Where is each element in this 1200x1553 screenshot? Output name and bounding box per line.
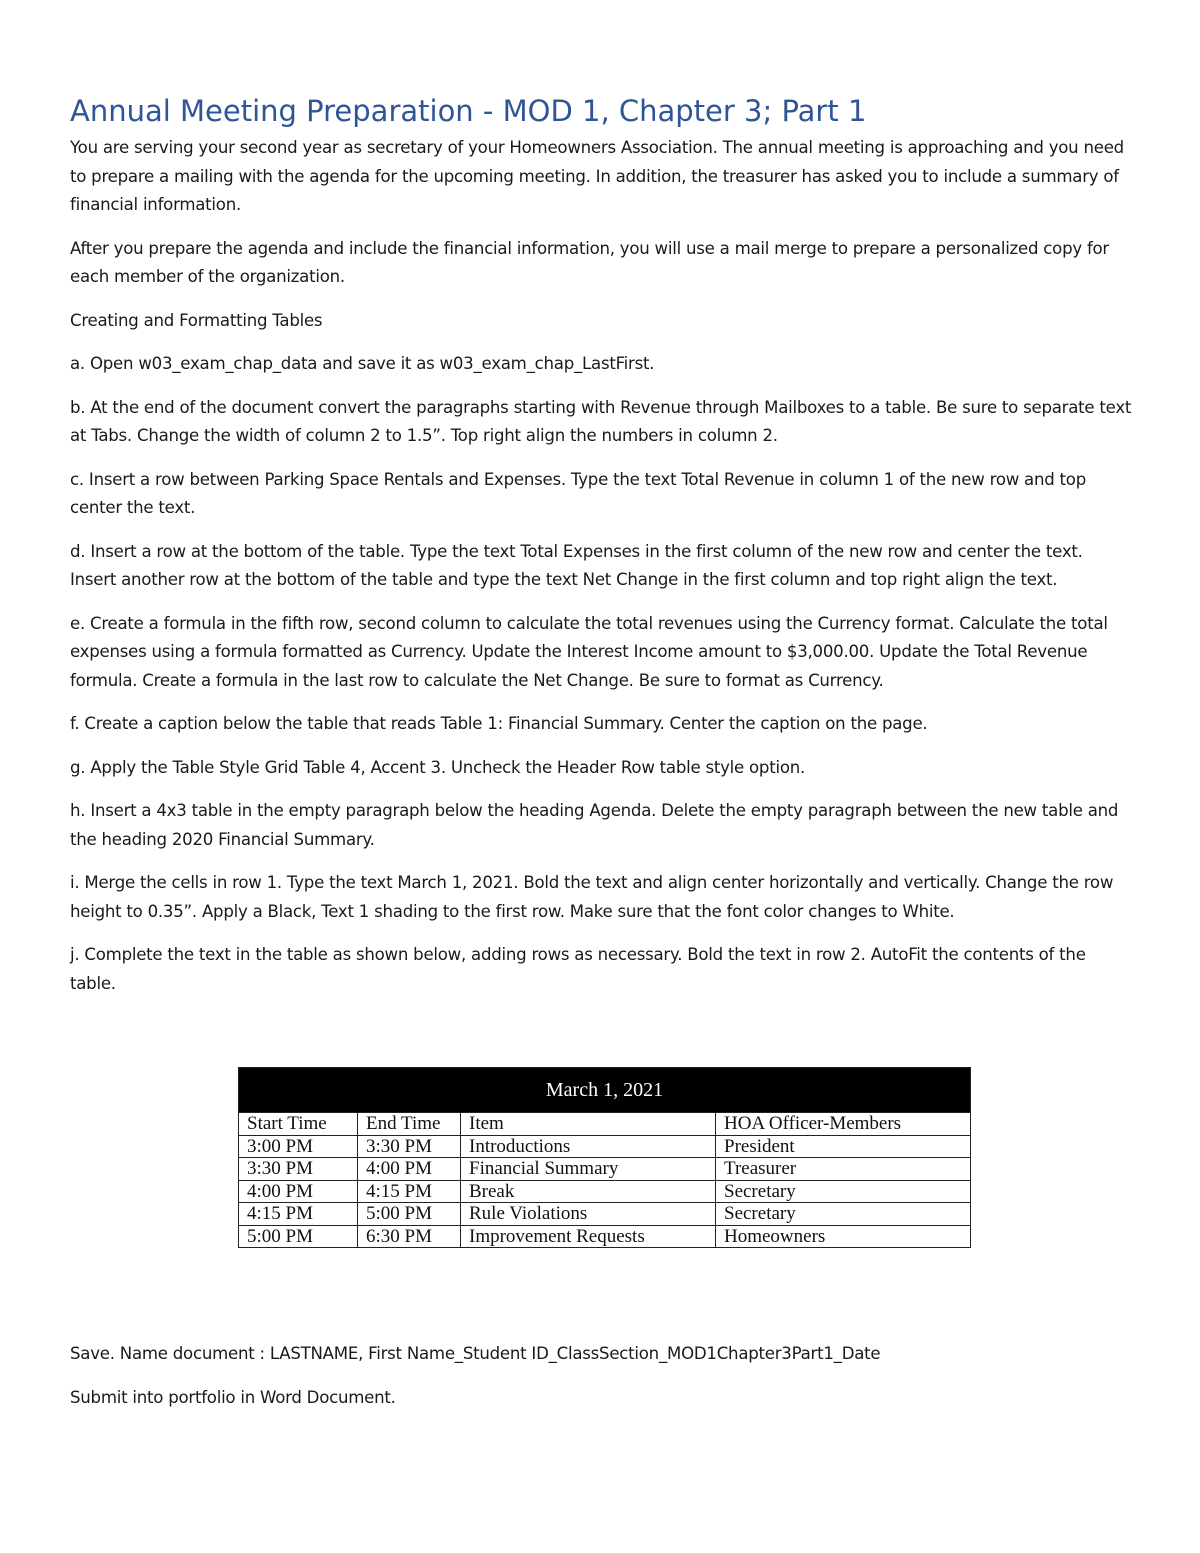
cell-end-time: 3:30 PM <box>358 1135 461 1158</box>
cell-start-time: 3:00 PM <box>239 1135 358 1158</box>
table-column-row <box>239 1113 971 1136</box>
table-row <box>239 1203 971 1226</box>
mail-merge-paragraph: After you prepare the agenda and include the financial information, you will use a mail merge to prepare a personalized copy for each member of the organization. <box>70 238 1110 286</box>
cell-officer: Homeowners <box>716 1225 971 1248</box>
cell-start-time: 4:00 PM <box>239 1180 358 1203</box>
step-d: d. Insert a row at the bottom of the table. Type the text Total Expenses in the first column of the new row and center the text. Insert another row at the bottom of the table and type the text Net Change in the first column and top right align the text. <box>70 541 1083 589</box>
cell-item: Financial Summary <box>461 1158 716 1181</box>
step-j: j. Complete the text in the table as shown below, adding rows as necessary. Bold the text in row 2. AutoFit the contents of the table. <box>70 945 1086 993</box>
step-b: b. At the end of the document convert the paragraphs starting with Revenue through Mailboxes to a table. Be sure to separate text at Tabs. Change the width of column 2 to 1.5”. Top right align the numbers in column 2. <box>70 397 1132 445</box>
cell-start-time: 5:00 PM <box>239 1225 358 1248</box>
submit-instruction: Submit into portfolio in Word Document. <box>70 1387 396 1407</box>
agenda-table-image <box>238 1067 971 1248</box>
document-footer <box>70 1340 1132 1427</box>
cell-item: Rule Violations <box>461 1203 716 1226</box>
cell-item: Introductions <box>461 1135 716 1158</box>
cell-start-time: 4:15 PM <box>239 1203 358 1226</box>
column-header-item: Item <box>461 1113 716 1136</box>
cell-end-time: 4:15 PM <box>358 1180 461 1203</box>
step-e: e. Create a formula in the fifth row, second column to calculate the total revenues using the Currency format. Calculate the total expenses using a formula formatted as Currency. Update the Interest Income amount to $3,000.00. Update the Total Revenue formula. Create a formula in the last row to calculate the Net Change. Be sure to format as Currency. <box>70 613 1108 690</box>
table-row <box>239 1180 971 1203</box>
cell-officer: Secretary <box>716 1203 971 1226</box>
table-row <box>239 1158 971 1181</box>
cell-item: Break <box>461 1180 716 1203</box>
column-header-start-time: Start Time <box>239 1113 358 1136</box>
step-a: a. Open w03_exam_chap_data and save it as w03_exam_chap_LastFirst. <box>70 354 655 373</box>
step-g: g. Apply the Table Style Grid Table 4, Accent 3. Uncheck the Header Row table style option. <box>70 757 806 777</box>
table-row <box>239 1135 971 1158</box>
column-header-end-time: End Time <box>358 1113 461 1136</box>
step-h: h. Insert a 4x3 table in the empty paragraph below the heading Agenda. Delete the empty paragraph between the new table and the heading 2020 Financial Summary. <box>70 801 1119 849</box>
cell-end-time: 6:30 PM <box>358 1225 461 1248</box>
step-c: c. Insert a row between Parking Space Rentals and Expenses. Type the text Total Revenue in column 1 of the new row and top center the text. <box>70 469 1086 517</box>
intro-paragraph: You are serving your second year as secretary of your Homeowners Association. The annual meeting is approaching and you need to prepare a mailing with the agenda for the upcoming meeting. In addition, the treasurer has asked you to include a summary of financial information. <box>70 138 1124 214</box>
step-i: i. Merge the cells in row 1. Type the text March 1, 2021. Bold the text and align center horizontally and vertically. Change the row height to 0.35”. Apply a Black, Text 1 shading to the first row. Make sure that the font color changes to White. <box>70 873 1114 921</box>
table-header-date: March 1, 2021 <box>239 1068 971 1113</box>
cell-start-time: 3:30 PM <box>239 1158 358 1181</box>
cell-officer: President <box>716 1135 971 1158</box>
cell-officer: Secretary <box>716 1180 971 1203</box>
step-f: f. Create a caption below the table that reads Table 1: Financial Summary. Center the caption on the page. <box>70 714 928 733</box>
section-heading: Creating and Formatting Tables <box>70 310 323 330</box>
agenda-table <box>238 1067 971 1248</box>
cell-item: Improvement Requests <box>461 1225 716 1248</box>
cell-end-time: 5:00 PM <box>358 1203 461 1226</box>
save-instruction: Save. Name document : LASTNAME, First Name_Student ID_ClassSection_MOD1Chapter3Part1_Date <box>70 1344 881 1363</box>
document-title: Annual Meeting Preparation - MOD 1, Chapter 3; Part 1 <box>70 94 867 128</box>
column-header-officer: HOA Officer-Members <box>716 1113 971 1136</box>
table-row <box>239 1225 971 1248</box>
table-header-row <box>239 1068 971 1113</box>
cell-end-time: 4:00 PM <box>358 1158 461 1181</box>
document-body <box>70 92 1132 1013</box>
cell-officer: Treasurer <box>716 1158 971 1181</box>
